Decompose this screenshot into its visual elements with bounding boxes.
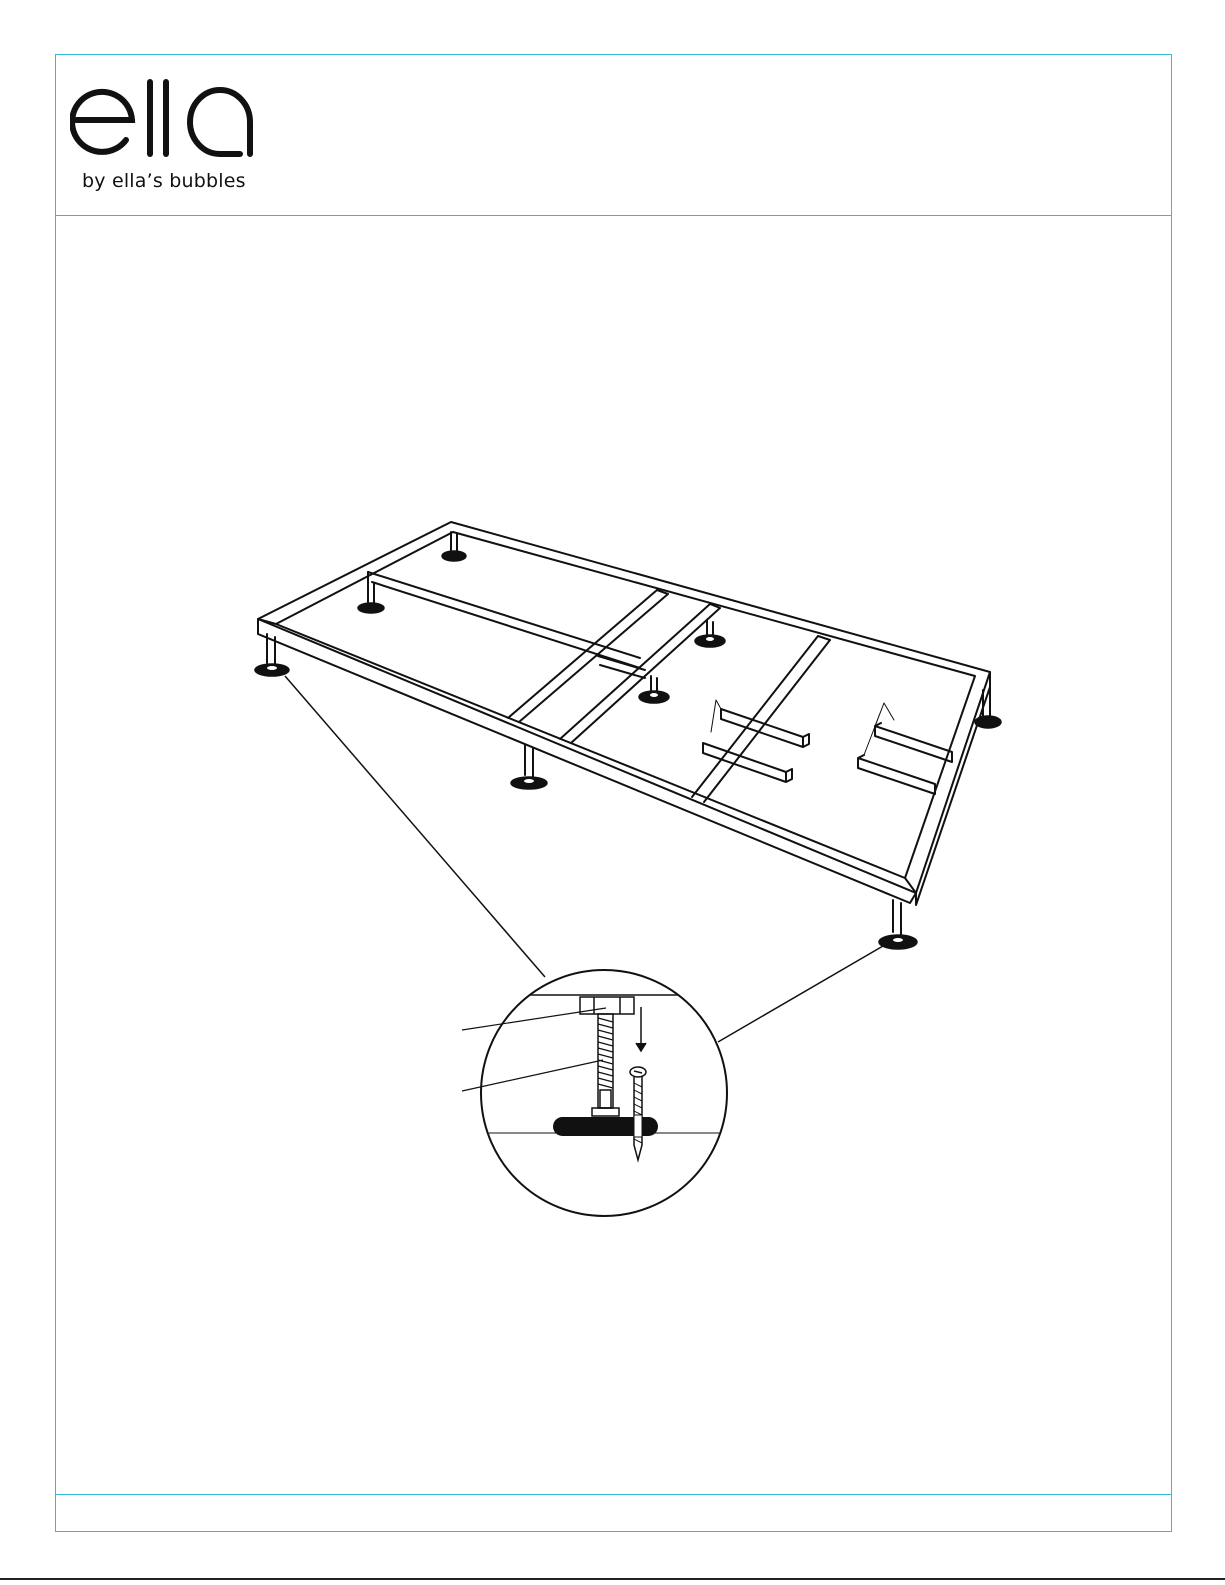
foot-detail-callout [481,970,727,1216]
foot-pad [975,716,1001,728]
leg-front-middle [525,745,533,778]
brand-tagline: by ella’s bubbles [82,170,246,192]
callout-line-left [285,676,545,977]
leader-line-nut [462,1008,606,1030]
leg-front-right [893,900,901,935]
foot-pad [358,603,384,613]
support-slat-1 [721,709,809,747]
foot-pad [442,551,466,561]
support-slat-2 [703,743,792,782]
frame-front-face [258,619,916,903]
callout-line-right [718,946,883,1042]
leg-back-left [451,532,457,553]
frame-cross-member-2 [560,604,720,743]
leg-middle-left [368,582,374,604]
adjuster-nut [580,997,634,1014]
support-slat-4 [858,755,935,794]
page-bottom-rule [0,1578,1225,1580]
support-slat-3 [875,723,952,762]
